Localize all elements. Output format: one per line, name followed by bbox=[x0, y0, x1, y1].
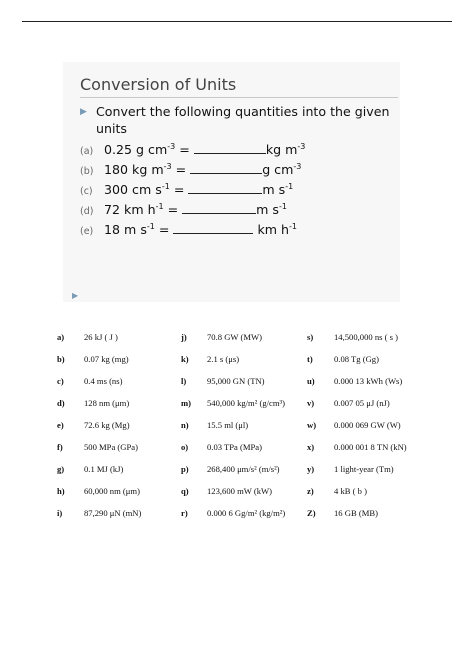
exercise-item bbox=[307, 508, 378, 518]
equals: = bbox=[163, 202, 179, 217]
exercise-item bbox=[181, 398, 285, 408]
exercise-text: 0.000 6 Gg/m² (kg/m²) bbox=[207, 508, 286, 518]
equals: = bbox=[154, 222, 170, 237]
exercise-key: u) bbox=[307, 376, 315, 386]
question-value: 72 km h bbox=[104, 202, 156, 217]
exercise-text: 0.4 ms (ns) bbox=[84, 376, 123, 386]
exercise-text: 95,000 GN (TN) bbox=[207, 376, 265, 386]
target-exponent: -1 bbox=[289, 221, 297, 231]
target-exponent: -3 bbox=[293, 161, 302, 171]
exercise-item bbox=[181, 508, 286, 518]
slide-footer-arrow-icon: ▶ bbox=[72, 291, 79, 300]
exercise-item bbox=[307, 420, 401, 430]
exercise-key: v) bbox=[307, 398, 315, 408]
exercise-item bbox=[181, 354, 240, 364]
exercise-key: Z) bbox=[307, 508, 316, 518]
exercise-key: o) bbox=[181, 442, 189, 452]
exercise-item bbox=[181, 332, 262, 342]
exercise-text: 72.6 kg (Mg) bbox=[84, 420, 130, 430]
exercise-text: 123,600 mW (kW) bbox=[207, 486, 272, 496]
exercise-text: 540,000 kg/m² (g/cm³) bbox=[207, 398, 285, 408]
exercise-key: f) bbox=[57, 442, 63, 452]
question-c bbox=[80, 182, 293, 197]
question-label: (b) bbox=[80, 166, 94, 177]
question-label: (e) bbox=[80, 226, 94, 237]
exercise-key: m) bbox=[181, 398, 192, 408]
exercise-key: k) bbox=[181, 354, 189, 364]
question-value: 300 cm s bbox=[104, 182, 162, 197]
equals: = bbox=[171, 162, 187, 177]
question-label: (d) bbox=[80, 206, 94, 217]
embedded-slide bbox=[63, 62, 400, 302]
exercise-text: 0.08 Tg (Gg) bbox=[334, 354, 379, 364]
question-label: (a) bbox=[80, 146, 94, 157]
exercise-key: e) bbox=[57, 420, 64, 430]
bullet-arrow-icon: ▶ bbox=[80, 107, 87, 117]
exercise-text: 500 MPa (GPa) bbox=[84, 442, 138, 452]
exercise-key: z) bbox=[307, 486, 314, 496]
exercise-item bbox=[57, 332, 118, 342]
answer-blank[interactable] bbox=[190, 163, 262, 174]
exercise-key: g) bbox=[57, 464, 65, 474]
slide-title-rule bbox=[80, 97, 398, 98]
target-unit: g cm bbox=[262, 162, 294, 177]
exercise-key: r) bbox=[181, 508, 188, 518]
target-exponent: -1 bbox=[279, 201, 287, 211]
answer-blank[interactable] bbox=[182, 203, 256, 214]
exercise-item bbox=[307, 376, 403, 386]
exercise-item bbox=[181, 442, 262, 452]
exercise-key: d) bbox=[57, 398, 65, 408]
exercise-item bbox=[57, 398, 130, 408]
exercise-key: j) bbox=[181, 332, 187, 342]
exercise-text: 87,290 μN (mN) bbox=[84, 508, 142, 518]
exercise-item bbox=[57, 354, 129, 364]
target-unit: km h bbox=[253, 222, 290, 237]
equals: = bbox=[175, 142, 190, 157]
exercise-key: y) bbox=[307, 464, 315, 474]
target-unit: m s bbox=[256, 202, 279, 217]
exercise-text: 15.5 ml (μl) bbox=[207, 420, 249, 430]
slide-title: Conversion of Units bbox=[80, 75, 237, 94]
question-value: 0.25 g cm bbox=[104, 142, 168, 157]
exercise-text: 16 GB (MB) bbox=[334, 508, 378, 518]
exercise-key: l) bbox=[181, 376, 187, 386]
top-rule bbox=[22, 21, 452, 22]
question-exponent: -1 bbox=[146, 221, 155, 231]
exercise-text: 14,500,000 ns ( s ) bbox=[334, 332, 398, 342]
exercise-item bbox=[57, 442, 138, 452]
exercise-text: 60,000 nm (μm) bbox=[84, 486, 140, 496]
exercise-text: 1 light-year (Tm) bbox=[334, 464, 394, 474]
exercise-text: 4 kB ( b ) bbox=[334, 486, 367, 496]
exercise-item bbox=[57, 376, 123, 386]
answer-blank[interactable] bbox=[194, 143, 266, 154]
target-unit: kg m bbox=[265, 142, 298, 157]
question-label: (c) bbox=[80, 186, 93, 197]
question-d bbox=[80, 202, 287, 217]
exercise-key: c) bbox=[57, 376, 64, 386]
exercise-item bbox=[57, 464, 124, 474]
exercise-key: w) bbox=[307, 420, 317, 430]
exercise-text: 0.1 MJ (kJ) bbox=[84, 464, 124, 474]
exercise-key: q) bbox=[181, 486, 189, 496]
instruction-text: Convert the following quantities into the given units bbox=[96, 104, 390, 136]
exercise-key: i) bbox=[57, 508, 63, 518]
target-exponent: -3 bbox=[297, 141, 306, 151]
question-exponent: -3 bbox=[167, 141, 176, 151]
question-value: 180 kg m bbox=[104, 162, 164, 177]
exercise-text: 0.000 13 kWh (Ws) bbox=[334, 376, 403, 386]
question-value: 18 m s bbox=[104, 222, 147, 237]
exercise-text: 0.03 TPa (MPa) bbox=[207, 442, 262, 452]
exercise-text: 268,400 μm/s² (m/s²) bbox=[207, 464, 280, 474]
exercise-text: 0.000 069 GW (W) bbox=[334, 420, 401, 430]
exercise-item bbox=[307, 464, 394, 474]
exercise-item bbox=[57, 420, 130, 430]
exercise-item bbox=[181, 376, 265, 386]
exercise-item bbox=[307, 442, 407, 452]
question-e bbox=[80, 222, 297, 237]
exercise-text: 0.000 001 8 TN (kN) bbox=[334, 442, 407, 452]
exercise-item bbox=[307, 332, 398, 342]
exercise-item bbox=[57, 508, 142, 518]
answer-blank[interactable] bbox=[173, 223, 253, 234]
target-unit: m s bbox=[262, 182, 286, 197]
question-a bbox=[80, 142, 305, 157]
slide-instruction bbox=[80, 103, 390, 137]
exercise-item bbox=[307, 486, 367, 496]
target-exponent: -1 bbox=[285, 181, 294, 191]
exercise-item bbox=[181, 420, 249, 430]
question-exponent: -3 bbox=[163, 161, 172, 171]
question-exponent: -1 bbox=[155, 201, 164, 211]
exercise-text: 26 kJ ( J ) bbox=[84, 332, 118, 342]
exercise-key: b) bbox=[57, 354, 65, 364]
question-exponent: -1 bbox=[161, 181, 170, 191]
exercise-text: 0.07 kg (mg) bbox=[84, 354, 129, 364]
exercise-key: p) bbox=[181, 464, 189, 474]
exercise-key: s) bbox=[307, 332, 314, 342]
exercise-key: a) bbox=[57, 332, 65, 342]
exercise-key: h) bbox=[57, 486, 65, 496]
exercise-text: 128 nm (μm) bbox=[84, 398, 130, 408]
exercise-item bbox=[57, 486, 140, 496]
question-b bbox=[80, 162, 301, 177]
exercise-item bbox=[181, 486, 272, 496]
exercise-key: n) bbox=[181, 420, 189, 430]
answer-blank[interactable] bbox=[188, 183, 262, 194]
exercise-item bbox=[307, 354, 379, 364]
exercise-text: 70.8 GW (MW) bbox=[207, 332, 262, 342]
exercise-item bbox=[307, 398, 390, 408]
exercise-key: t) bbox=[307, 354, 313, 364]
equals: = bbox=[169, 182, 185, 197]
exercise-text: 2.1 s (μs) bbox=[207, 354, 240, 364]
exercise-text: 0.007 05 μJ (nJ) bbox=[334, 398, 390, 408]
exercise-key: x) bbox=[307, 442, 315, 452]
exercise-item bbox=[181, 464, 280, 474]
